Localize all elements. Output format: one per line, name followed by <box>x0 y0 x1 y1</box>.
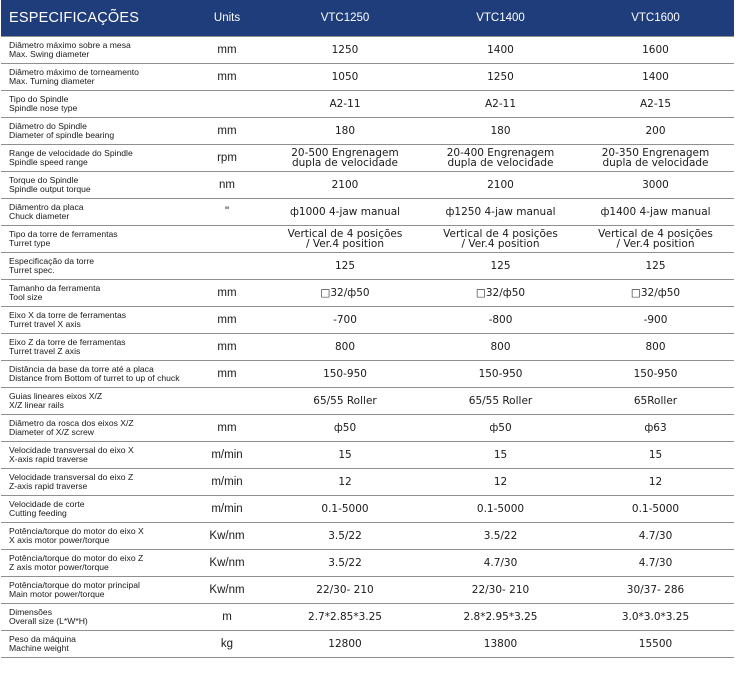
spec-value: 12 <box>577 469 734 496</box>
spec-value: 1050 <box>266 64 424 91</box>
spec-name-en: Diameter of spindle bearing <box>9 131 115 140</box>
spec-name-en: Diameter of X/Z screw <box>9 428 95 437</box>
spec-value-line: / Ver.4 position <box>461 238 540 250</box>
table-row <box>1 307 734 334</box>
spec-name-pt: Torque do Spindle <box>9 175 79 185</box>
spec-name <box>1 361 188 388</box>
spec-value: 12800 <box>266 631 424 658</box>
spec-name-pt: Velocidade transversal do eixo X <box>9 445 134 455</box>
spec-name-pt: Dimensões <box>9 607 52 617</box>
spec-name <box>1 145 188 172</box>
spec-value-line: dupla de velocidade <box>447 157 554 169</box>
spec-value: 3.5/22 <box>266 550 424 577</box>
spec-name-en: Spindle speed range <box>9 158 88 167</box>
spec-value: 0.1-5000 <box>266 496 424 523</box>
model-header-vtc1400: VTC1400 <box>424 0 577 37</box>
spec-name <box>1 523 188 550</box>
table-row <box>1 64 734 91</box>
table-row <box>1 226 734 253</box>
spec-unit <box>188 253 266 280</box>
spec-value: 2.8*2.95*3.25 <box>424 604 577 631</box>
table-row <box>1 604 734 631</box>
spec-unit: mm <box>188 307 266 334</box>
table-row <box>1 550 734 577</box>
spec-name-pt: Eixo Z da torre de ferramentas <box>9 337 126 347</box>
spec-name <box>1 415 188 442</box>
spec-sheet <box>1 0 734 658</box>
spec-value: 4.7/30 <box>577 550 734 577</box>
spec-value: 1250 <box>424 64 577 91</box>
spec-value: 15500 <box>577 631 734 658</box>
spec-unit: m <box>188 604 266 631</box>
spec-value: 150-950 <box>577 361 734 388</box>
spec-value: 2.7*2.85*3.25 <box>266 604 424 631</box>
spec-name <box>1 577 188 604</box>
spec-table <box>1 0 734 658</box>
spec-name-en: Distance from Bottom of turret to up of chuck <box>9 374 180 383</box>
spec-name-en: X-axis rapid traverse <box>9 455 88 464</box>
spec-name <box>1 199 188 226</box>
spec-name-pt: Diâmetro da rosca dos eixos X/Z <box>9 418 134 428</box>
spec-value: 3.5/22 <box>266 523 424 550</box>
spec-value: ф1250 4-jaw manual <box>424 199 577 226</box>
spec-name-pt: Peso da máquina <box>9 634 76 644</box>
spec-name-pt: Eixo X da torre de ferramentas <box>9 310 127 320</box>
spec-name-en: X axis motor power/torque <box>9 536 110 545</box>
table-row <box>1 118 734 145</box>
spec-value: 30/37- 286 <box>577 577 734 604</box>
spec-unit: " <box>188 199 266 226</box>
spec-name-pt: Velocidade de corte <box>9 499 85 509</box>
spec-name-pt: Diâmentro da placa <box>9 202 84 212</box>
table-row <box>1 388 734 415</box>
spec-value: A2-15 <box>577 91 734 118</box>
spec-value-line: 20-500 Engrenagem <box>291 146 399 159</box>
spec-value: 65/55 Roller <box>266 388 424 415</box>
spec-name <box>1 550 188 577</box>
spec-value: -700 <box>266 307 424 334</box>
spec-value: ф1400 4-jaw manual <box>577 199 734 226</box>
spec-name-pt: Diâmetro máximo sobre a mesa <box>9 40 131 50</box>
spec-value-line: / Ver.4 position <box>305 238 384 250</box>
spec-value: -900 <box>577 307 734 334</box>
model-header-vtc1600: VTC1600 <box>577 0 734 37</box>
table-row <box>1 496 734 523</box>
spec-value: 800 <box>577 334 734 361</box>
spec-value: 65Roller <box>577 388 734 415</box>
spec-name <box>1 64 188 91</box>
spec-value-line: dupla de velocidade <box>291 157 399 169</box>
spec-value: □32/ф50 <box>577 280 734 307</box>
spec-value: 3.0*3.0*3.25 <box>577 604 734 631</box>
spec-value: 13800 <box>424 631 577 658</box>
table-title: ESPECIFICAÇÕES <box>1 0 188 37</box>
spec-unit: mm <box>188 334 266 361</box>
spec-name-pt: Potência/torque do motor do eixo Z <box>9 553 144 563</box>
spec-value: 2100 <box>266 172 424 199</box>
spec-unit <box>188 226 266 253</box>
spec-name-en: Z-axis rapid traverse <box>9 482 88 491</box>
spec-name <box>1 37 188 64</box>
spec-unit: mm <box>188 361 266 388</box>
spec-value-line: 20-350 Engrenagem <box>601 146 710 159</box>
spec-value: ф50 <box>266 415 424 442</box>
spec-value: 4.7/30 <box>577 523 734 550</box>
spec-unit: Kw/nm <box>188 550 266 577</box>
spec-unit: nm <box>188 172 266 199</box>
table-row <box>1 334 734 361</box>
table-row <box>1 145 734 172</box>
table-row <box>1 361 734 388</box>
spec-name-pt: Especificação da torre <box>9 256 95 266</box>
spec-value <box>577 226 734 253</box>
table-row <box>1 442 734 469</box>
spec-value: 800 <box>424 334 577 361</box>
spec-name-en: Z axis motor power/torque <box>9 563 109 572</box>
table-row <box>1 253 734 280</box>
spec-name-pt: Distância da base da torre até a placa <box>9 364 154 374</box>
spec-value: ф50 <box>424 415 577 442</box>
table-row <box>1 91 734 118</box>
spec-name <box>1 118 188 145</box>
spec-value: 1400 <box>577 64 734 91</box>
spec-unit: rpm <box>188 145 266 172</box>
spec-value: -800 <box>424 307 577 334</box>
spec-value: 150-950 <box>424 361 577 388</box>
spec-value: 15 <box>577 442 734 469</box>
spec-value: 0.1-5000 <box>424 496 577 523</box>
spec-value: 180 <box>424 118 577 145</box>
table-header <box>1 0 734 37</box>
table-row <box>1 199 734 226</box>
spec-value: 12 <box>424 469 577 496</box>
spec-value: 800 <box>266 334 424 361</box>
spec-name <box>1 442 188 469</box>
spec-value-line: / Ver.4 position <box>616 238 695 250</box>
spec-name <box>1 253 188 280</box>
spec-name-en: Max. Turning diameter <box>9 77 95 86</box>
spec-name-en: Tool size <box>9 293 43 302</box>
spec-unit: m/min <box>188 442 266 469</box>
spec-unit: m/min <box>188 496 266 523</box>
spec-name <box>1 469 188 496</box>
spec-value-line: Vertical de 4 posições <box>287 227 403 240</box>
spec-unit: mm <box>188 37 266 64</box>
spec-value: 3000 <box>577 172 734 199</box>
spec-name <box>1 226 188 253</box>
spec-name <box>1 334 188 361</box>
spec-name <box>1 604 188 631</box>
spec-unit: Kw/nm <box>188 577 266 604</box>
spec-name <box>1 388 188 415</box>
table-row <box>1 37 734 64</box>
spec-value: 125 <box>266 253 424 280</box>
spec-value: 0.1-5000 <box>577 496 734 523</box>
spec-value: 4.7/30 <box>424 550 577 577</box>
spec-unit: mm <box>188 64 266 91</box>
spec-value-line: 20-400 Engrenagem <box>446 146 555 159</box>
spec-name-en: Machine weight <box>9 644 69 653</box>
spec-unit <box>188 91 266 118</box>
spec-value: 180 <box>266 118 424 145</box>
spec-value <box>266 226 424 253</box>
spec-unit: mm <box>188 118 266 145</box>
spec-name-en: Turret spec. <box>9 266 55 275</box>
table-row <box>1 631 734 658</box>
spec-value: 1600 <box>577 37 734 64</box>
spec-name-pt: Velocidade transversal do eixo Z <box>9 472 134 482</box>
table-row <box>1 172 734 199</box>
spec-name-pt: Guias lineares eixos X/Z <box>9 391 103 401</box>
spec-name <box>1 496 188 523</box>
spec-value-line: Vertical de 4 posições <box>443 227 558 240</box>
spec-value: ф63 <box>577 415 734 442</box>
spec-name-pt: Range de velocidade do Spindle <box>9 148 133 158</box>
spec-value-line: Vertical de 4 posições <box>598 227 713 240</box>
spec-value: 1400 <box>424 37 577 64</box>
spec-unit: Kw/nm <box>188 523 266 550</box>
spec-name-en: Main motor power/torque <box>9 590 105 599</box>
spec-unit: kg <box>188 631 266 658</box>
units-header: Units <box>188 0 266 37</box>
spec-name-pt: Tipo da torre de ferramentas <box>9 229 118 239</box>
spec-body <box>1 37 734 658</box>
spec-name <box>1 307 188 334</box>
spec-name-en: Turret travel Z axis <box>9 347 81 356</box>
spec-value: 15 <box>266 442 424 469</box>
spec-name <box>1 91 188 118</box>
spec-value: □32/ф50 <box>266 280 424 307</box>
spec-value: 125 <box>577 253 734 280</box>
spec-value: 150-950 <box>266 361 424 388</box>
spec-value-line: dupla de velocidade <box>602 157 709 169</box>
spec-value <box>424 226 577 253</box>
spec-name-pt: Potência/torque do motor principal <box>9 580 140 590</box>
spec-value: 3.5/22 <box>424 523 577 550</box>
spec-name-en: Max. Swing diameter <box>9 50 90 59</box>
spec-name-en: Overall size (L*W*H) <box>9 617 88 626</box>
spec-unit: mm <box>188 280 266 307</box>
spec-name-en: Turret type <box>9 239 51 248</box>
table-row <box>1 280 734 307</box>
spec-value: A2-11 <box>266 91 424 118</box>
table-row <box>1 577 734 604</box>
spec-name-en: Spindle output torque <box>9 185 91 194</box>
spec-name-en: Cutting feeding <box>9 509 67 518</box>
spec-value: 2100 <box>424 172 577 199</box>
model-header-vtc1250: VTC1250 <box>266 0 424 37</box>
spec-value: □32/ф50 <box>424 280 577 307</box>
spec-value: 15 <box>424 442 577 469</box>
spec-value: A2-11 <box>424 91 577 118</box>
spec-value <box>266 145 424 172</box>
spec-value: 125 <box>424 253 577 280</box>
spec-unit: m/min <box>188 469 266 496</box>
spec-value: 200 <box>577 118 734 145</box>
spec-name-pt: Diâmetro máximo de torneamento <box>9 67 139 77</box>
spec-value: 22/30- 210 <box>266 577 424 604</box>
spec-value: 1250 <box>266 37 424 64</box>
table-row <box>1 523 734 550</box>
table-row <box>1 469 734 496</box>
spec-name-en: Spindle nose type <box>9 104 78 113</box>
spec-value: 22/30- 210 <box>424 577 577 604</box>
spec-value: 65/55 Roller <box>424 388 577 415</box>
spec-value <box>577 145 734 172</box>
spec-value: ф1000 4-jaw manual <box>266 199 424 226</box>
spec-name-pt: Potência/torque do motor do eixo X <box>9 526 144 536</box>
spec-name-en: X/Z linear rails <box>9 401 64 410</box>
spec-value: 12 <box>266 469 424 496</box>
table-row <box>1 415 734 442</box>
spec-unit: mm <box>188 415 266 442</box>
spec-name <box>1 172 188 199</box>
spec-name-en: Turret travel X axis <box>9 320 81 329</box>
spec-name <box>1 280 188 307</box>
spec-unit <box>188 388 266 415</box>
spec-name-pt: Tamanho da ferramenta <box>9 283 101 293</box>
spec-name-pt: Diâmetro do Spindle <box>9 121 87 131</box>
spec-name-en: Chuck diameter <box>9 212 70 221</box>
spec-name-pt: Tipo do Spindle <box>9 94 69 104</box>
spec-value <box>424 145 577 172</box>
spec-name <box>1 631 188 658</box>
